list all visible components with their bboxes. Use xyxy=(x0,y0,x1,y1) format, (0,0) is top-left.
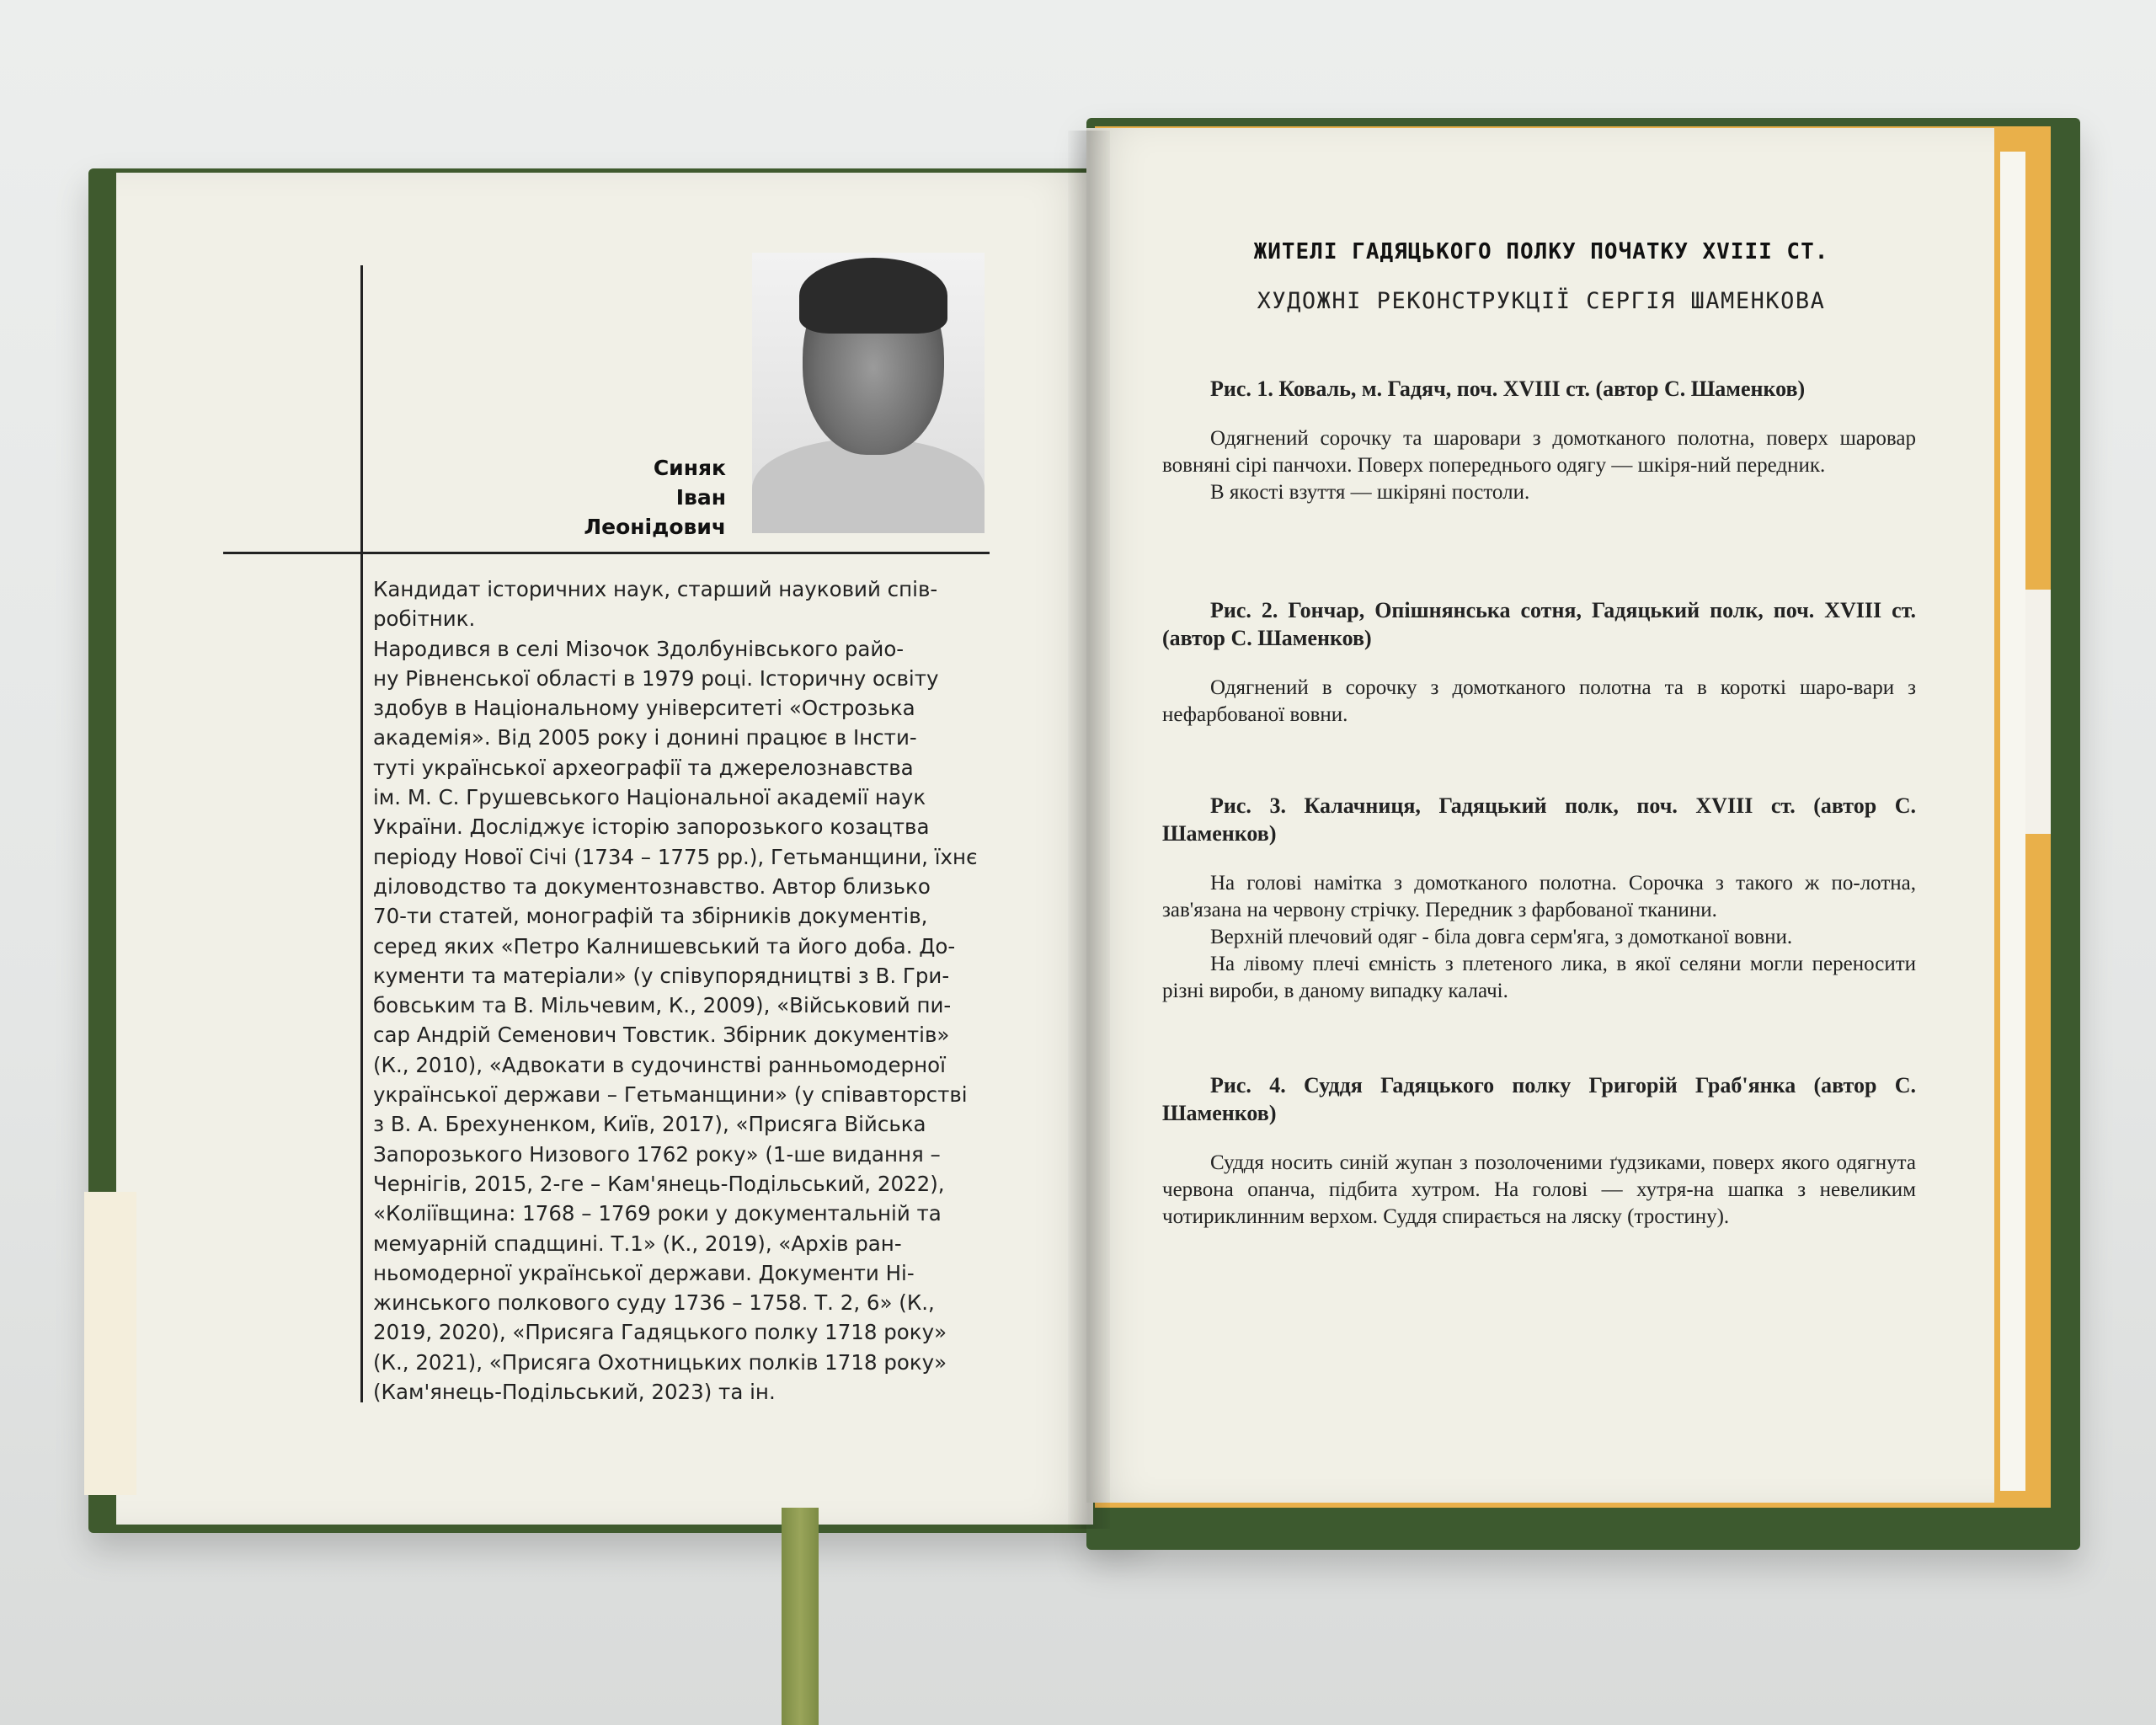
figure-2-caption xyxy=(1162,596,1916,729)
author-bio: Кандидат історичних наук, старший науковий спів- робітник. Народився в селі Мізочок Здолбунівського райо- ну Рівненської області в 1979 році. Історичну освіту здобув в Національному університеті «Острозька академія». Від 2005 року і донині працює в Інсти- туті української археографії та джерелознавства ім. М. С. Грушевського Національної академії наук України. Досліджує історію запорозького козацтва періоду Нової Січі (1734 – 1775 рр.), Гетьманщини, їхнє діловодство та документознавство. Автор близько 70-ти статей, монографій та збірників документів, серед яких «Петро Калнишевський та його доба. До- кументи та матеріали» (у співупорядництві з В. Гри- бовським та В. Мільчевим, К., 2009), «Військовий пи- сар Андрій Семенович Товстик. Збірник документів» (К., 2010), «Адвокати в судочинстві ранньомодерної української держави – Гетьманщини» (у співавторстві з В. А. Брехуненком, Київ, 2017), «Присяга Війська Запорозького Низового 1762 року» (1-ше видання – Чернігів, 2015, 2-ге – Кам'янець-Подільський, 2022), «Коліївщина: 1768 – 1769 роки у документальній та мемуарній спадщині. Т.1» (К., 2019), «Архів ран- ньомодерної української держави. Документи Ні- жинського полкового суду 1736 – 1758. Т. 2, 6» (К., 2019, 2020), «Присяга Гадяцького полку 1718 року» (К., 2021), «Присяга Охотницьких полків 1718 року» (Кам'янець-Подільський, 2023) та ін. xyxy=(373,577,978,1405)
page-edge xyxy=(2000,152,2025,1491)
author-patronymic: Леонідович xyxy=(584,515,726,539)
author-name xyxy=(505,453,726,542)
horizontal-rule xyxy=(223,552,990,554)
figure-1-caption xyxy=(1162,375,1916,506)
book-gutter xyxy=(1068,131,1110,1529)
bookmark-tab xyxy=(2025,590,2051,834)
figure-text: Верхній плечовий одяг - біла довга серм'яга, з домотканої вовни. xyxy=(1210,926,1793,948)
author-surname: Синяк xyxy=(653,456,726,480)
figure-heading: Рис. 1. Коваль, м. Гадяч, поч. XVIII ст. (автор С. Шаменков) xyxy=(1210,377,1806,401)
author-given-name: Іван xyxy=(675,485,726,510)
portrait-hair xyxy=(799,258,947,334)
figure-heading: Рис. 4. Суддя Гадяцького полку Григорій Граб'янка (автор С. Шаменков) xyxy=(1162,1073,1916,1125)
figure-text: Одягнений сорочку та шаровари з домотканого полотна, поверх шаровар вовняні сірі панчохи. Поверх попереднього одягу — шкіря-ний передник. xyxy=(1162,427,1916,477)
vertical-rule xyxy=(360,265,363,1402)
figure-text: На лівому плечі ємність з плетеного лика, в якої селяни могли переносити різні вироби, в даному випадку калачі. xyxy=(1162,953,1916,1002)
figure-text: Одягнений в сорочку з домотканого полотна та в короткі шаро-вари з нефарбованої вовни. xyxy=(1162,676,1916,726)
figure-3-caption xyxy=(1162,792,1916,1005)
sticky-note xyxy=(84,1192,136,1495)
figure-text: На голові намітка з домотканого полотна. Сорочка з такого ж по-лотна, зав'язана на червону стрічку. Передник з фарбованої тканини. xyxy=(1162,872,1916,921)
page-title: ЖИТЕЛІ ГАДЯЦЬКОГО ПОЛКУ ПОЧАТКУ XVIII СТ. xyxy=(1253,239,1829,264)
figure-text: Суддя носить синій жупан з позолоченими ґудзиками, поверх якого одягнута червона опанча, підбита хутром. На голові — хутря-на шапка з невеликим чотириклинним верхом. Суддя спирається на ляску (тростину). xyxy=(1162,1151,1916,1228)
author-portrait xyxy=(752,253,985,533)
figure-heading: Рис. 2. Гончар, Опішнянська сотня, Гадяцький полк, поч. XVIII ст. (автор С. Шаменков) xyxy=(1162,598,1916,650)
figure-4-caption xyxy=(1162,1071,1916,1231)
page-subtitle: ХУДОЖНІ РЕКОНСТРУКЦІЇ СЕРГІЯ ШАМЕНКОВА xyxy=(1257,288,1826,314)
figure-text: В якості взуття — шкіряні постоли. xyxy=(1210,481,1530,504)
figure-heading: Рис. 3. Калачниця, Гадяцький полк, поч. XVIII ст. (автор С. Шаменков) xyxy=(1162,793,1916,846)
ribbon-bookmark[interactable] xyxy=(782,1508,819,1725)
